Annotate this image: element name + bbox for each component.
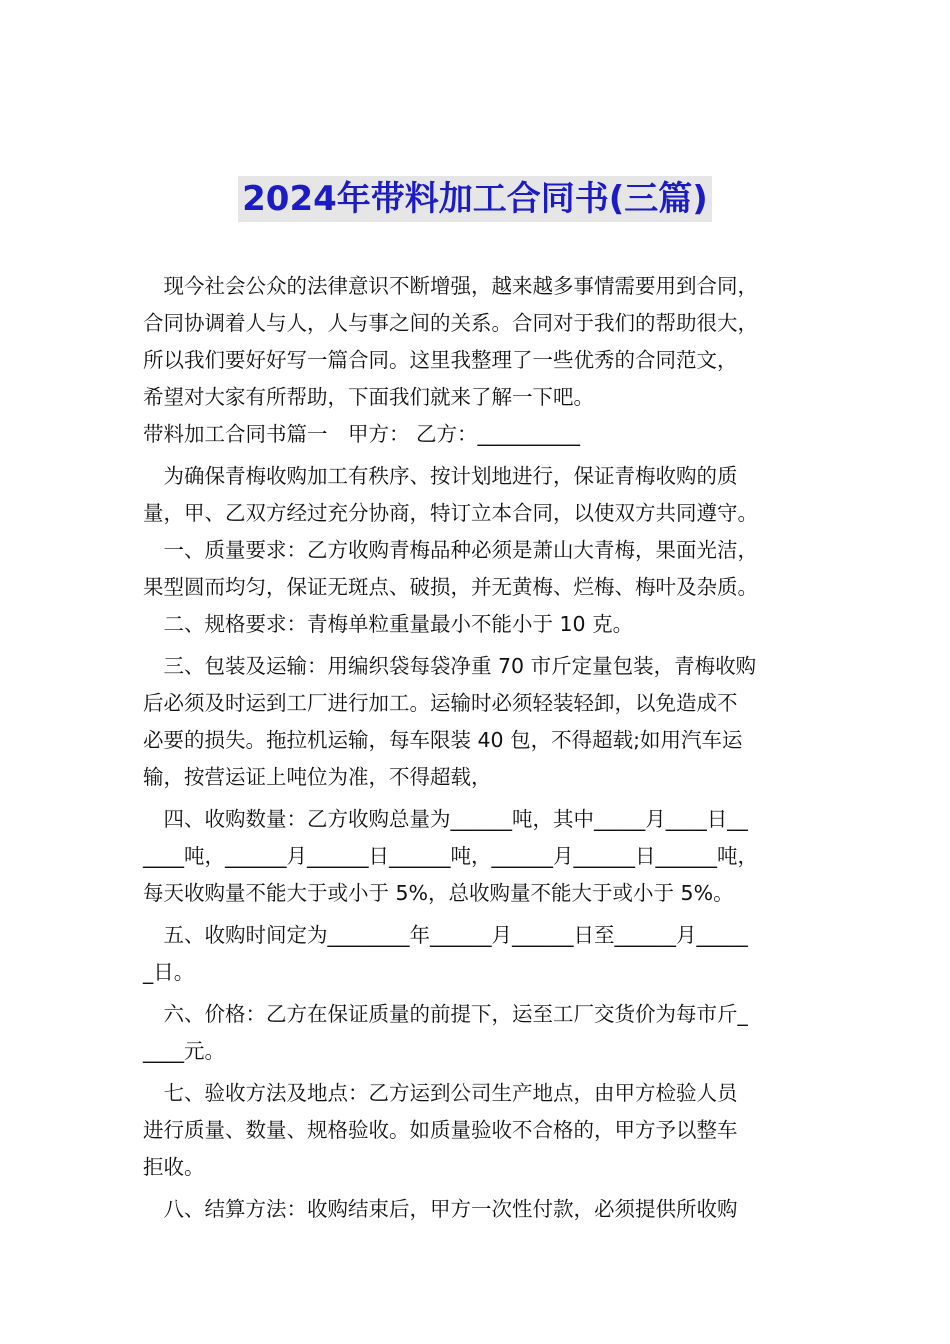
document-body: [143, 268, 813, 1228]
paragraph-line: 量，甲、乙双方经过充分协商，特订立本合同，以使双方共同遵守。: [143, 501, 758, 525]
paragraph-line: 输，按营运证上吨位为准，不得超载，: [143, 765, 492, 789]
document-title: 2024年带料加工合同书(三篇): [238, 176, 712, 222]
section-heading-line: 带料加工合同书篇一 甲方： 乙方：__________: [143, 422, 581, 446]
paragraph-line: 四、收购数量：乙方收购总量为______吨，其中_____月____日__: [143, 807, 748, 831]
paragraph-line: 现今社会公众的法律意识不断增强，越来越多事情需要用到合同，: [143, 274, 758, 298]
paragraph-line: 每天收购量不能大于或小于 5%，总收购量不能大于或小于 5%。: [143, 881, 734, 905]
paragraph-line: 必要的损失。拖拉机运输，每车限装 40 包，不得超载;如用汽车运: [143, 728, 743, 752]
title-container: [0, 176, 950, 222]
paragraph-line: 六、价格：乙方在保证质量的前提下，运至工厂交货价为每市斤_: [143, 1002, 748, 1026]
paragraph-line: 一、质量要求：乙方收购青梅品种必须是萧山大青梅，果面光洁，: [143, 538, 758, 562]
paragraph-line: 三、包装及运输：用编织袋每袋净重 70 市斤定量包装，青梅收购: [143, 654, 757, 678]
paragraph-line: 合同协调着人与人，人与事之间的关系。合同对于我们的帮助很大，: [143, 311, 758, 335]
paragraph-line: 后必须及时运到工厂进行加工。运输时必须轻装轻卸，以免造成不: [143, 691, 738, 715]
paragraph-line: 所以我们要好好写一篇合同。这里我整理了一些优秀的合同范文，: [143, 348, 738, 372]
paragraph-line: ____吨，______月______日______吨，______月______日______吨，: [143, 844, 758, 868]
paragraph-line: ____元。: [143, 1039, 225, 1063]
paragraph-line: 拒收。: [143, 1155, 205, 1179]
paragraph-line: 五、收购时间定为________年______月______日至______月_____: [143, 923, 748, 947]
paragraph-line: 二、规格要求：青梅单粒重量最小不能小于 10 克。: [143, 612, 634, 636]
paragraph-line: 进行质量、数量、规格验收。如质量验收不合格的，甲方予以整车: [143, 1118, 738, 1142]
paragraph-line: _日。: [143, 960, 195, 984]
paragraph-line: 八、结算方法：收购结束后，甲方一次性付款，必须提供所收购: [143, 1197, 738, 1221]
paragraph-line: 为确保青梅收购加工有秩序、按计划地进行，保证青梅收购的质: [143, 464, 738, 488]
paragraph-line: 果型圆而均匀，保证无斑点、破损，并无黄梅、烂梅、梅叶及杂质。: [143, 575, 758, 599]
paragraph-line: 希望对大家有所帮助，下面我们就来了解一下吧。: [143, 385, 594, 409]
paragraph-line: 七、验收方法及地点：乙方运到公司生产地点，由甲方检验人员: [143, 1081, 738, 1105]
